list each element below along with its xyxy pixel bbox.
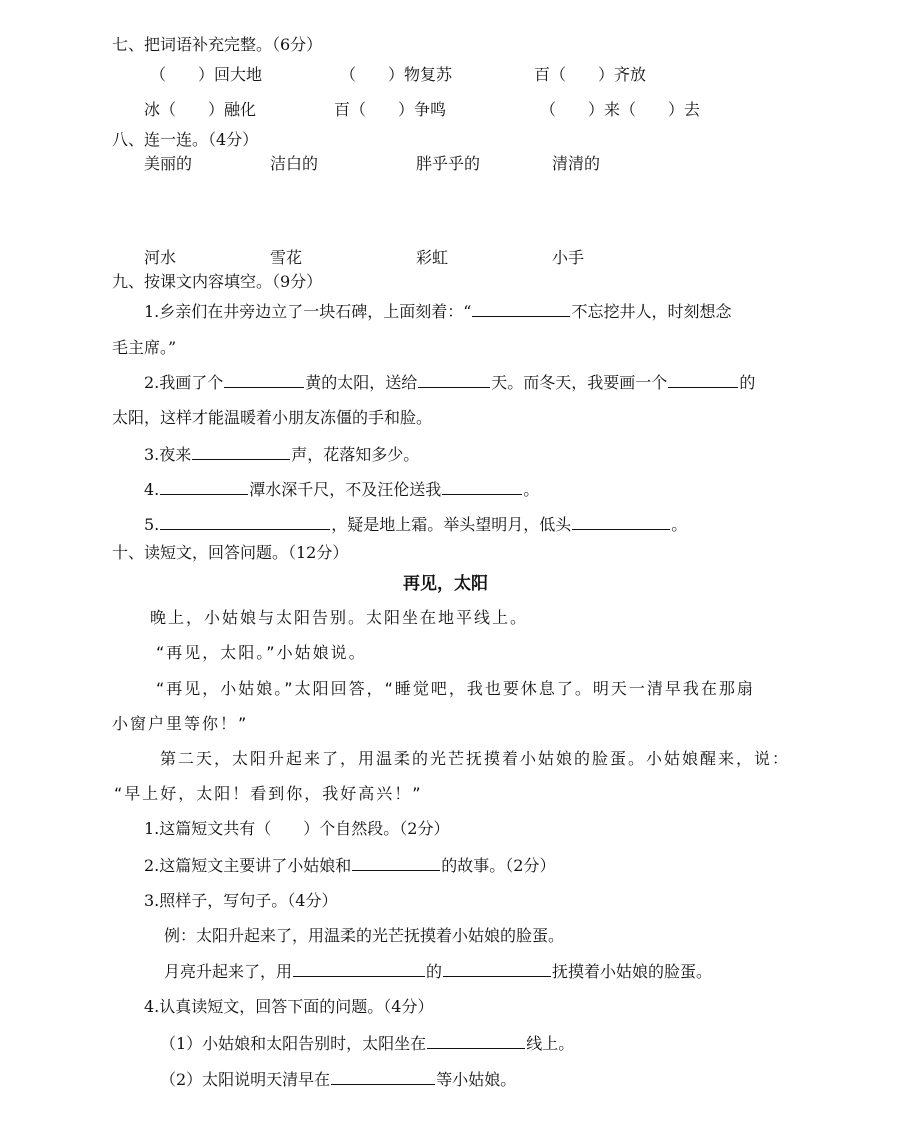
- answer-blank[interactable]: [668, 371, 738, 388]
- word-blank: （ ）回大地: [150, 65, 263, 84]
- rq3-text: 抚摸着小姑娘的脸蛋。: [552, 962, 713, 981]
- q2-text: 2.我画了个: [144, 373, 224, 392]
- rq4-text: 等小姑娘。: [436, 1070, 517, 1089]
- example-sentence: 例：太阳升起来了，用温柔的光芒抚摸着小姑娘的脸蛋。: [164, 926, 565, 945]
- rewrite-sentence: [164, 960, 712, 983]
- word-blank: 冰（ ）融化: [144, 100, 257, 119]
- q4-text: 潭水深千尺，不及汪伦送我: [249, 480, 442, 499]
- rq3-text: 的: [426, 962, 443, 981]
- match-right-item: 雪花: [270, 248, 303, 267]
- q3-text: 声，花落知多少。: [291, 445, 420, 464]
- answer-blank[interactable]: [293, 960, 425, 977]
- answer-blank[interactable]: [472, 300, 570, 317]
- reading-question-4-1: [160, 1032, 574, 1055]
- fill-question-4: [144, 478, 539, 501]
- fill-question-1: [144, 300, 731, 323]
- answer-blank[interactable]: [572, 513, 670, 530]
- passage-paragraph: “再见，太阳。”小姑娘说。: [156, 643, 367, 662]
- section-10-heading: 十、读短文，回答问题。（12分）: [112, 543, 349, 562]
- reading-question-3: 3.照样子，写句子。（4分）: [144, 891, 338, 910]
- word-blank: （ ）来（ ）去: [540, 100, 701, 119]
- rq4-text: （2）太阳说明天清早在: [160, 1070, 331, 1089]
- fill-question-2: [144, 371, 755, 394]
- passage-paragraph: 晚上，小姑娘与太阳告别。太阳坐在地平线上。: [150, 608, 529, 627]
- q1-text: 不忘挖井人，时刻想念: [571, 302, 732, 321]
- fill-question-2-cont: 太阳，这样才能温暖着小朋友冻僵的手和脸。: [112, 408, 433, 427]
- match-left-item: 清清的: [552, 154, 601, 173]
- q5-text: ，疑是地上霜。举头望明月，低头: [331, 515, 572, 534]
- fill-question-1-cont: 毛主席。”: [112, 338, 177, 357]
- reading-question-2: [144, 854, 555, 877]
- passage-title: 再见，太阳: [403, 574, 488, 594]
- answer-blank[interactable]: [331, 1068, 435, 1085]
- reading-question-1: 1.这篇短文共有（ ）个自然段。（2分）: [144, 819, 450, 838]
- answer-blank[interactable]: [427, 1032, 525, 1049]
- match-right-item: 小手: [552, 248, 585, 267]
- q5-text: 5.: [144, 515, 160, 534]
- rq2-text: 的故事。（2分）: [441, 856, 556, 875]
- section-9-heading: 九、按课文内容填空。（9分）: [112, 272, 323, 291]
- q4-text: 4.: [144, 480, 160, 499]
- rq3-text: 月亮升起来了，用: [164, 962, 293, 981]
- answer-blank[interactable]: [442, 478, 522, 495]
- fill-question-5: [144, 513, 687, 536]
- answer-blank[interactable]: [192, 443, 290, 460]
- q2-text: 黄的太阳，送给: [305, 373, 418, 392]
- word-blank: 百（ ）齐放: [534, 65, 647, 84]
- answer-blank[interactable]: [443, 960, 551, 977]
- passage-paragraph: “再见，小姑娘。”太阳回答，“睡觉吧，我也要休息了。明天一清早我在那扇: [156, 679, 755, 698]
- q5-text: 。: [671, 515, 688, 534]
- q4-text: 。: [523, 480, 540, 499]
- rq4-text: 线上。: [526, 1034, 575, 1053]
- fill-question-3: [144, 443, 419, 466]
- match-right-item: 河水: [144, 248, 177, 267]
- answer-blank[interactable]: [352, 854, 440, 871]
- passage-paragraph: 第二天，太阳升起来了，用温柔的光芒抚摸着小姑娘的脸蛋。小姑娘醒来，说：: [160, 749, 791, 768]
- rq4-text: （1）小姑娘和太阳告别时，太阳坐在: [160, 1034, 427, 1053]
- match-left-item: 胖乎乎的: [416, 154, 481, 173]
- q2-text: 天。而冬天，我要画一个: [491, 373, 668, 392]
- answer-blank[interactable]: [224, 371, 304, 388]
- section-7-heading: 七、把词语补充完整。（6分）: [112, 35, 323, 54]
- passage-paragraph-cont: 小窗户里等你！”: [112, 714, 249, 733]
- match-left-item: 洁白的: [270, 154, 319, 173]
- passage-paragraph-cont: “早上好，太阳！看到你，我好高兴！”: [114, 784, 423, 803]
- word-blank: （ ）物复苏: [340, 65, 453, 84]
- match-left-item: 美丽的: [144, 154, 193, 173]
- q3-text: 3.夜来: [144, 445, 192, 464]
- rq2-text: 2.这篇短文主要讲了小姑娘和: [144, 856, 352, 875]
- answer-blank[interactable]: [160, 478, 248, 495]
- q1-text: 1.乡亲们在井旁边立了一块石碑，上面刻着：“: [144, 302, 472, 321]
- reading-question-4: 4.认真读短文，回答下面的问题。（4分）: [144, 997, 434, 1016]
- answer-blank[interactable]: [418, 371, 490, 388]
- answer-blank[interactable]: [160, 513, 330, 530]
- match-right-item: 彩虹: [416, 248, 449, 267]
- q2-text: 的: [739, 373, 756, 392]
- section-8-heading: 八、连一连。（4分）: [112, 130, 259, 149]
- reading-question-4-2: [160, 1068, 516, 1091]
- word-blank: 百（ ）争鸣: [334, 100, 447, 119]
